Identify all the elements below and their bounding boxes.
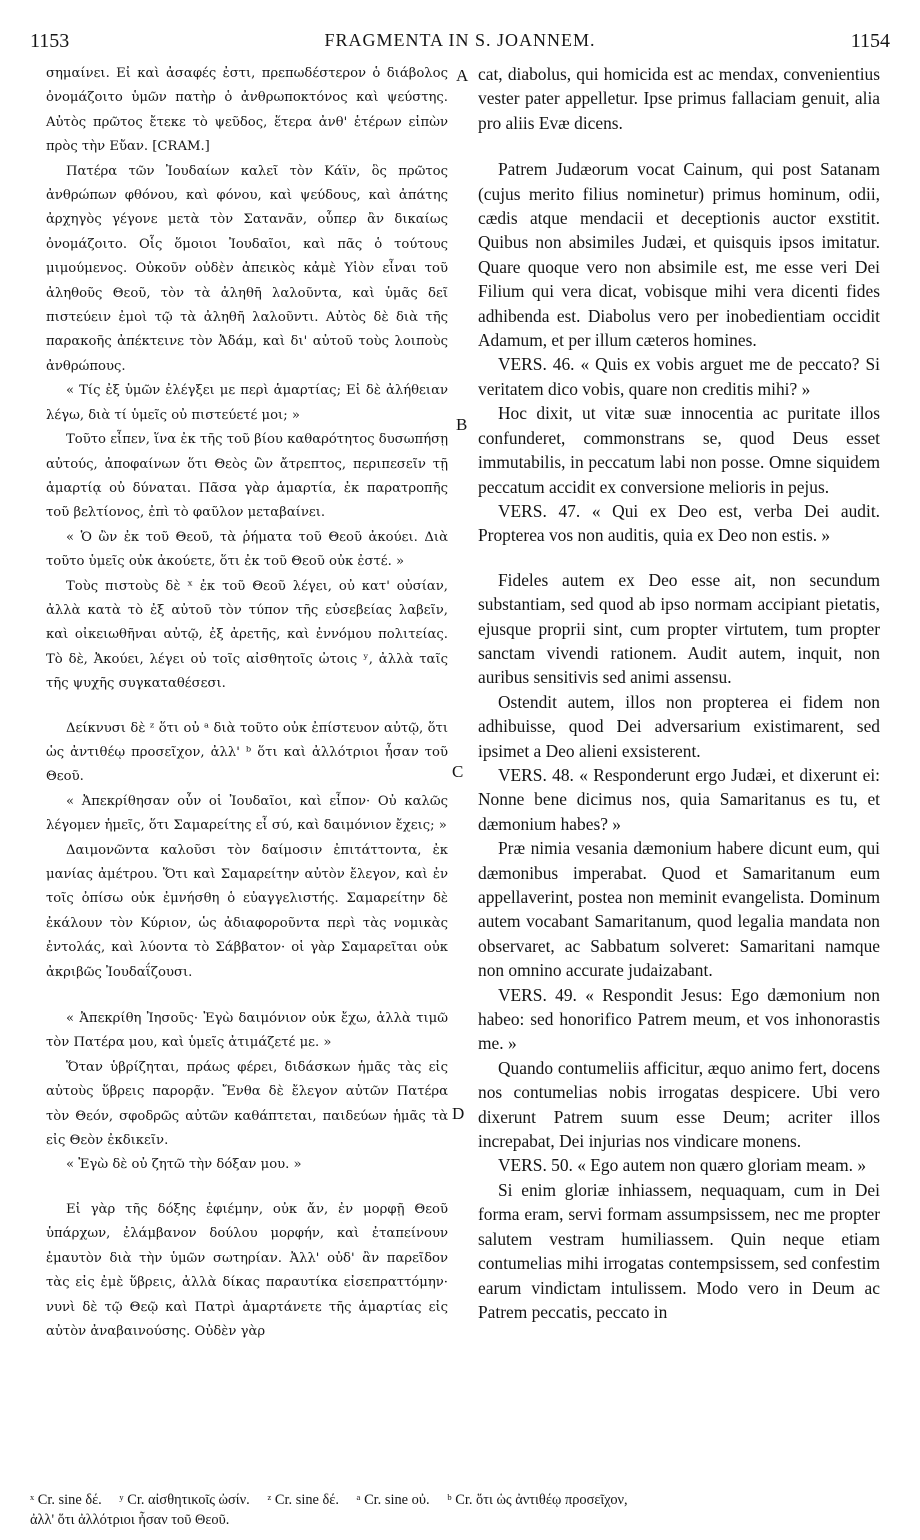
latin-verse (478, 763, 880, 836)
greek-column (46, 62, 448, 1344)
greek-verse: « Τίς ἐξ ὑμῶν ἐλέγξει με περὶ ἁμαρτίας; Εἰ δὲ ἀλήθειαν λέγω, διὰ τί ὑμεῖς οὐ πιστεύετέ μοι; » (46, 383, 448, 423)
greek-paragraph: Δείκνυσι δὲ ᶻ ὅτι οὐ ᵃ διὰ τοῦτο οὐκ ἐπίστευον αὐτῷ, ὅτι ὡς ἀντιθέῳ προσεῖχον, ἀλλ' ᵇ ὅτι καὶ ἀλλότριοι ἦσαν τοῦ Θεοῦ. (46, 720, 448, 785)
greek-verse: « Ἀπεκρίθησαν οὖν οἱ Ἰουδαῖοι, καὶ εἶπον· Οὐ καλῶς λέγομεν ἡμεῖς, ὅτι Σαμαρείτης εἶ σύ, καὶ δαιμόνιον ἔχεις; » (46, 793, 448, 834)
latin-paragraph: Patrem Judæorum vocat Cainum, qui post Satanam (cujus merito filius nominetur) primus hominum, odii, cædis atque mendacii et deceptionis auctor exstitit. Quibus non absimiles Judæi, et quisquis ipsos imitatur. Quare quoque vero non absimile est, me esse veri Dei Filium qui vera dicat, vobisque mihi vera dicenti fides adhibenda est. Diabolus vero per inobedientiam occidit Adamum, et per illum cæteros homines. (478, 159, 880, 351)
greek-paragraph: Τοὺς πιστοὺς δὲ ˣ ἐκ τοῦ Θεοῦ λέγει, οὐ κατ' οὐσίαν, ἀλλὰ κατὰ τὸ ἐξ αὐτοῦ τὸν τύπον τῆς εὐσεβείας λαβεῖν, καὶ οἰκειωθῆναι αὐτῷ, ἐξ ἀρετῆς, καὶ ἐννόμου πολιτείας. Τὸ δὲ, Ἀκούει, λέγει οὐ τοῖς αἰσθητοῖς ὠτοις ʸ, ἀλλὰ ταῖς τῆς ψυχῆς συγκαταθέσεσι. (46, 578, 448, 692)
verse-text: « Ego autem non quæro gloriam meam. » (572, 1155, 867, 1176)
page-number-right: 1154 (850, 30, 890, 52)
latin-paragraph: Ostendit autem, illos non propterea ei fidem non adhibuisse, quod Dei adversarium existimarent, sed ipsimet a Deo alieni exsisterent. (478, 691, 880, 761)
verse-number: VERS. 49. (498, 984, 577, 1005)
footnote-y: ʸ Cr. αἰσθητικοῖς ὠσίν. (119, 1492, 250, 1508)
latin-paragraph: Quando contumeliis afficitur, æquo animo fert, docens nos contumelias nobis irrogatas despicere. Ubi vero dixerunt Patrem suum esse Deum; acriter illos increpabat, Dei injurias nos vindicare monens. (478, 1057, 880, 1152)
margin-marker-d: D (452, 1104, 465, 1123)
verse-number: VERS. 48. (498, 764, 574, 785)
running-header (30, 30, 890, 60)
verse-text: « Qui ex Deo est, verba Dei audit. Propterea vos non auditis, quia ex Deo non estis. » (478, 500, 880, 546)
page-number-left: 1153 (30, 30, 70, 52)
verse-number: VERS. 47. (498, 500, 581, 521)
page-title: FRAGMENTA IN S. JOANNEM. (324, 30, 596, 50)
latin-verse (478, 499, 880, 548)
verse-text: « Respondit Jesus: Ego dæmonium non habeo: sed honorifico Patrem meum, et vos inhonorastis me. » (478, 984, 880, 1054)
greek-paragraph: Τοῦτο εἶπεν, ἵνα ἐκ τῆς τοῦ βίου καθαρότητος δυσωπήσῃ αὐτούς, ἀποφαίνων ὅτι Θεὸς ὢν ἄτρεπτος, περιπεσεῖν τῇ ἁμαρτίᾳ οὐ δύναται. Πᾶσα γὰρ ἁμαρτία, ἐκ παρατροπῆς τοῦ βελτίονος, ἐπὶ τὸ φαῦλον μεταβαίνει. (46, 432, 448, 521)
latin-column (478, 62, 880, 1324)
margin-marker-a: A (456, 66, 469, 85)
footnote-x: ˣ Cr. sine δέ. (30, 1492, 102, 1508)
greek-paragraph: σημαίνει. Εἰ καὶ ἀσαφές ἐστι, πρεπωδέστερον ὁ διάβολος ὀνομάζοιτο ὑμῶν πατὴρ ὁ ἀνθρωποκτόνος καὶ ψεύστης. Αὐτὸς πρῶτος ἔτεκε τὸ ψεῦδος, ἕτερα ἀνθ' ἑτέρων εἰπὼν πρὸς τὴν Εὔαν. [CRAM.] (46, 66, 448, 155)
latin-verse (478, 1153, 880, 1177)
latin-paragraph: Hoc dixit, ut vitæ suæ innocentia ac puritate illos confunderet, commonstrans se, quod Deus esset immutabilis, in peccatum labi non posse. Omne siquidem peccatum accidit ex conversione melioris in pejus. (478, 403, 880, 497)
footnote-z: ᶻ Cr. sine δέ. (267, 1492, 339, 1508)
latin-paragraph: Præ nimia vesania dæmonium habere dicunt eum, qui dæmonibus imperabat. Quod et Samaritanum eum appellaverint, postea non meminit evangelista. Dominum autem vocabant Samaritanum, quod legalia mandata non observaret, ac Sabbatum solveret: Samaritani namque non omnino accurate judaizabant. (478, 838, 880, 981)
latin-paragraph: cat, diabolus, qui homicida est ac mendax, convenientius vester pater appelletur. Ipse primus fallaciam genuit, alia pro aliis Evæ dicens. (478, 64, 880, 133)
verse-number: VERS. 50. (498, 1155, 573, 1176)
margin-marker-c: C (452, 762, 464, 781)
greek-verse: « Ὁ ὢν ἐκ τοῦ Θεοῦ, τὰ ῥήματα τοῦ Θεοῦ ἀκούει. Διὰ τοῦτο ὑμεῖς οὐκ ἀκούετε, ὅτι ἐκ τοῦ Θεοῦ οὐκ ἐστέ. » (46, 529, 448, 570)
verse-text: « Responderunt ergo Judæi, et dixerunt ei: Nonne bene dicimus nos, quia Samaritanus es tu, et dæmonium habes? » (478, 764, 881, 834)
latin-verse (478, 352, 880, 401)
greek-verse: « Ἐγὼ δὲ οὐ ζητῶ τὴν δόξαν μου. » (66, 1157, 302, 1173)
footnotes (30, 1490, 890, 1530)
verse-text: « Quis ex vobis arguet me de peccato? Si veritatem dico vobis, quare non creditis mihi? » (478, 354, 880, 399)
greek-paragraph: Εἰ γὰρ τῆς δόξης ἐφιέμην, οὐκ ἄν, ἐν μορφῇ Θεοῦ ὑπάρχων, ἐλάμβανον δούλου μορφήν, καὶ ἐταπείνουν ἐμαυτὸν διὰ τὴν ὑμῶν σωτηρίαν. Ἀλλ' οὐδ' ἂν παρεῖδον τὰς εἰς ἐμὲ ὕβρεις, ἀλλὰ δίκας παραυτίκα εἰσεπραττόμην· νυνὶ δὲ τῷ Θεῷ καὶ Πατρὶ ἁμαρτάνετε τῆς ἁμαρτίας εἰς αὐτὸν ἀναβαινούσης. Οὐδὲν γὰρ (46, 1201, 448, 1339)
greek-verse: « Ἀπεκρίθη Ἰησοῦς· Ἐγὼ δαιμόνιον οὐκ ἔχω, ἀλλὰ τιμῶ τὸν Πατέρα μου, καὶ ὑμεῖς ἀτιμάζετέ με. » (46, 1011, 448, 1051)
footnote-a: ᵃ Cr. sine οὐ. (356, 1492, 430, 1508)
footnote-b-continued: ἀλλ' ὅτι ἀλλότριοι ἦσαν τοῦ Θεοῦ. (30, 1512, 230, 1528)
greek-paragraph: Δαιμονῶντα καλοῦσι τὸν δαίμοσιν ἐπιτάττοντα, ἐκ μανίας ἀμέτρου. Ὅτι καὶ Σαμαρείτην αὐτὸν ἔλεγον, καὶ ἐν τοῖς ὀπίσω οὐκ ἐμνήσθη ὁ εὐαγγελιστής. Σαμαρείτην δὲ ἐκάλουν τὸν Κύριον, ὡς ἀδιαφοροῦντα περὶ τὰς νομικὰς ἐντολάς, καὶ λύοντα τὸ Σάββατον· οἱ γὰρ Σαμαρεῖται οὐκ ἀκριβῶς Ἰουδαΐζουσι. (46, 842, 448, 980)
footnote-b: ᵇ Cr. ὅτι ὡς ἀντιθέῳ προσεῖχον, (447, 1492, 628, 1508)
latin-verse (478, 983, 880, 1056)
verse-number: VERS. 46. (498, 354, 575, 375)
greek-paragraph: Πατέρα τῶν Ἰουδαίων καλεῖ τὸν Κάϊν, ὃς πρῶτος ἀνθρώπων φθόνου, καὶ φόνου, καὶ ψεύδους, καὶ ἀπάτης ἀρχηγὸς γέγονε μετὰ τὸν Σατανᾶν, οὗπερ ἂν δικαίως ὀνομάζοιτο. Οἷς ὅμοιοι Ἰουδαῖοι, καὶ πᾶς ὁ τούτους μιμούμενος. Οὐκοῦν οὐδὲν ἀπεικὸς κἀμὲ Υἱὸν εἶναι τοῦ ἀληθοῦς Θεοῦ, τὸν τὰ ἀληθῆ λαλοῦντα, καὶ ὑμᾶς δεῖ πιστεύειν ἐμοὶ τῷ τὰ ἀληθῆ λαλοῦντι. Αὐτὸς δὲ διὰ τῆς παρακοῆς ἀπέκτεινε τὸν Ἀδάμ, καὶ δι' αὐτοῦ τοὺς λοιποὺς ἀνθρώπους. (46, 163, 448, 374)
greek-paragraph: Ὅταν ὑβρίζηται, πράως φέρει, διδάσκων ἡμᾶς τὰς εἰς αὐτοὺς ὕβρεις παρορᾷν. Ἔνθα δὲ ἔλεγον αὐτῶν Πατέρα τὸν Θεόν, σφοδρῶς αὐτῶν καθάπτεται, παιδεύων ἡμᾶς τὰ εἰς Θεὸν ἐκδικεῖν. (46, 1059, 448, 1149)
latin-paragraph: Si enim gloriæ inhiassem, nequaquam, cum in Dei forma eram, servi formam assumpsissem, nec me propter salutem vestram humiliassem. Quin neque etiam contumelias mihi irrogatas contempsissem, sed confestim earum vindictam intulissem. Modo vero in Deum ac Patrem peccatis, peccato in (478, 1179, 880, 1322)
margin-marker-b: B (456, 415, 468, 434)
latin-paragraph: Fideles autem ex Deo esse ait, non secundum substantiam, sed quod ab ipso normam accipiant pietatis, ejusque proprii sint, cum propter virtutem, tum propter sanctam vivendi rationem. Audit autem, inquit, non auribus sensitivis sed animi assensu. (478, 569, 880, 688)
